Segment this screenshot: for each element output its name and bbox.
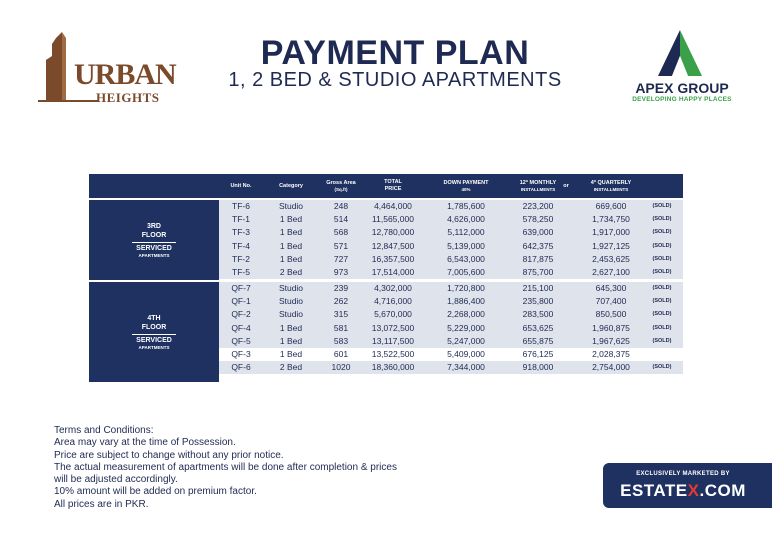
cell-unit: TF-5 — [232, 267, 250, 277]
cell-category: Studio — [278, 309, 304, 320]
cell-category: Studio — [278, 283, 304, 293]
payment-plan-table — [89, 174, 683, 382]
table-row — [219, 295, 683, 308]
terms-and-conditions — [54, 425, 494, 511]
cell-price: 16,357,500 — [371, 253, 415, 264]
header-gross-area: Gross Area (Sq.ft) — [326, 180, 356, 192]
cell-down: 5,229,000 — [447, 322, 485, 333]
cell-unit: TF-3 — [232, 227, 250, 238]
table-header — [89, 174, 683, 198]
estatex-badge-caption: EXCLUSIVELY MARKETED BY — [636, 471, 730, 477]
cell-price: 4,464,000 — [374, 201, 412, 211]
cell-quarterly: 707,400 — [595, 296, 627, 307]
cell-monthly: 283,500 — [522, 309, 554, 320]
cell-unit: QF-5 — [231, 335, 251, 346]
cell-area: 239 — [333, 283, 349, 293]
table-row — [219, 308, 683, 321]
cell-down: 1,720,800 — [447, 283, 485, 293]
cell-price: 12,847,500 — [371, 240, 415, 251]
cell-price: 17,514,000 — [371, 267, 415, 277]
estatex-badge[interactable] — [603, 463, 772, 508]
cell-quarterly: 1,967,625 — [592, 335, 630, 346]
cell-category: 2 Bed — [279, 362, 303, 373]
header-category: Category — [279, 182, 303, 189]
cell-category: 1 Bed — [279, 322, 303, 333]
cell-area: 727 — [333, 253, 349, 264]
cell-unit: TF-6 — [232, 201, 250, 211]
table-row — [219, 240, 683, 253]
urban-heights-logo — [38, 30, 178, 110]
apex-group-tagline: DEVELOPING HAPPY PLACES — [632, 96, 732, 103]
floor-label-4th: 4TH FLOOR SERVICED APARTMENTS — [89, 282, 219, 382]
cell-monthly: 875,700 — [522, 267, 554, 277]
cell-category: 1 Bed — [279, 253, 303, 264]
cell-quarterly: 2,028,375 — [592, 349, 630, 359]
cell-unit: TF-1 — [232, 214, 250, 225]
cell-status: (SOLD) — [652, 203, 672, 209]
cell-area: 1020 — [331, 362, 351, 373]
cell-down: 7,344,000 — [447, 362, 485, 373]
cell-monthly: 655,875 — [522, 335, 554, 346]
cell-unit: QF-3 — [231, 349, 251, 359]
estatex-logo-text: ESTATEX.COM — [620, 481, 746, 500]
table-row — [219, 335, 683, 348]
terms-line: Area may vary at the time of Possession. — [54, 437, 236, 449]
cell-category: 1 Bed — [279, 349, 303, 359]
cell-quarterly: 1,927,125 — [592, 240, 630, 251]
header-down-payment: DOWN PAYMENT 40% — [443, 180, 489, 192]
cell-monthly: 653,625 — [522, 322, 554, 333]
header-or: or — [563, 182, 569, 189]
cell-quarterly: 2,627,100 — [592, 267, 630, 277]
table-row — [219, 282, 683, 295]
cell-quarterly: 669,600 — [595, 201, 627, 211]
header-total-price: TOTAL PRICE — [384, 179, 402, 192]
cell-unit: QF-7 — [231, 283, 251, 293]
cell-area: 583 — [333, 335, 349, 346]
cell-area: 601 — [333, 349, 349, 359]
cell-area: 568 — [333, 227, 349, 238]
cell-down: 6,543,000 — [447, 253, 485, 264]
cell-category: 1 Bed — [279, 240, 303, 251]
cell-quarterly: 850,500 — [595, 309, 627, 320]
cell-down: 1,886,400 — [447, 296, 485, 307]
cell-category: 1 Bed — [279, 335, 303, 346]
cell-price: 5,670,000 — [374, 309, 412, 320]
cell-monthly: 676,125 — [522, 349, 554, 359]
table-row — [219, 213, 683, 226]
terms-line: The actual measurement of apartments will be done after completion & prices — [54, 461, 397, 473]
header-monthly-installments: 12* MONTHLY INSTALLMENTS — [519, 180, 557, 192]
cell-price: 11,565,000 — [372, 214, 414, 225]
terms-line: Price are subject to change without any prior notice. — [54, 449, 284, 461]
cell-monthly: 642,375 — [522, 240, 554, 251]
cell-quarterly: 1,960,875 — [592, 322, 630, 333]
cell-area: 315 — [333, 309, 349, 320]
cell-monthly: 223,200 — [522, 201, 554, 211]
terms-line: will be adjusted accordingly. — [54, 474, 178, 486]
cell-price: 4,302,000 — [374, 283, 412, 293]
header-unit-no: Unit No. — [230, 182, 252, 189]
cell-category: Studio — [278, 296, 304, 307]
cell-category: 1 Bed — [279, 227, 303, 238]
cell-down: 4,626,000 — [447, 214, 485, 225]
cell-unit: QF-2 — [231, 309, 251, 320]
table-row — [219, 361, 683, 374]
cell-category: Studio — [278, 201, 304, 211]
cell-price: 12,780,000 — [371, 227, 415, 238]
urban-logo-text: URBAN — [74, 58, 176, 91]
cell-status: (SOLD) — [652, 285, 672, 291]
cell-price: 13,117,500 — [372, 335, 414, 346]
cell-quarterly: 2,754,000 — [592, 362, 630, 373]
cell-monthly: 639,000 — [522, 227, 554, 238]
table-row — [219, 348, 683, 361]
cell-status: (SOLD) — [652, 216, 672, 223]
floor-label-3rd: 3RD FLOOR SERVICED APARTMENTS — [89, 200, 219, 280]
table-row — [219, 266, 683, 279]
cell-down: 5,247,000 — [447, 335, 485, 346]
cell-unit: TF-2 — [232, 253, 250, 264]
cell-monthly: 215,100 — [522, 283, 554, 293]
heights-logo-text: HEIGHTS — [96, 90, 160, 105]
cell-price: 18,360,000 — [371, 362, 415, 373]
cell-quarterly: 1,734,750 — [592, 214, 630, 225]
table-row — [219, 253, 683, 266]
cell-down: 1,785,600 — [447, 201, 485, 211]
terms-line: 10% amount will be added on premium factor. — [54, 486, 257, 498]
cell-monthly: 578,250 — [522, 214, 554, 225]
cell-unit: TF-4 — [232, 240, 250, 251]
terms-heading: Terms and Conditions: — [54, 425, 154, 436]
cell-quarterly: 2,453,625 — [592, 253, 630, 264]
cell-category: 2 Bed — [279, 267, 303, 277]
cell-monthly: 817,875 — [522, 253, 554, 264]
cell-down: 2,268,000 — [447, 309, 485, 320]
cell-unit: QF-6 — [231, 362, 251, 373]
table-row — [219, 322, 683, 335]
cell-status: (SOLD) — [652, 255, 672, 262]
cell-status: (SOLD) — [652, 269, 672, 275]
page-subtitle: 1, 2 BED & STUDIO APARTMENTS — [228, 69, 562, 91]
cell-category: 1 Bed — [279, 214, 303, 225]
cell-area: 581 — [333, 322, 349, 333]
cell-status: (SOLD) — [652, 364, 672, 371]
cell-area: 514 — [333, 214, 349, 225]
cell-price: 13,072,500 — [371, 322, 415, 333]
apex-group-logo — [620, 30, 740, 110]
cell-status: (SOLD) — [652, 229, 672, 236]
page-title: PAYMENT PLAN — [260, 34, 530, 72]
cell-area: 262 — [333, 296, 349, 307]
cell-status — [643, 348, 681, 361]
cell-quarterly: 1,917,000 — [592, 227, 630, 238]
table-row — [219, 200, 683, 213]
cell-status: (SOLD) — [652, 324, 672, 331]
cell-status: (SOLD) — [652, 242, 672, 249]
apex-group-name: APEX GROUP — [635, 80, 729, 96]
cell-status: (SOLD) — [652, 298, 672, 305]
apex-triangle-icon — [658, 30, 702, 76]
cell-area: 973 — [333, 267, 349, 277]
header-quarterly-installments: 4* QUARTERLY INSTALLMENTS — [590, 180, 632, 192]
table-row — [219, 226, 683, 239]
cell-monthly: 235,800 — [522, 296, 554, 307]
cell-area: 571 — [333, 240, 349, 251]
cell-monthly: 918,000 — [522, 362, 554, 373]
cell-price: 4,716,000 — [374, 296, 412, 307]
cell-down: 5,139,000 — [447, 240, 485, 251]
cell-unit: QF-1 — [231, 296, 251, 307]
cell-quarterly: 645,300 — [595, 283, 627, 293]
cell-down: 5,409,000 — [447, 349, 485, 359]
cell-area: 248 — [333, 201, 349, 211]
cell-status: (SOLD) — [652, 337, 672, 344]
cell-down: 7,005,600 — [447, 267, 485, 277]
terms-line: All prices are in PKR. — [54, 498, 149, 510]
cell-down: 5,112,000 — [447, 227, 485, 238]
cell-unit: QF-4 — [231, 322, 251, 333]
cell-status: (SOLD) — [652, 311, 672, 318]
cell-price: 13,522,500 — [371, 349, 415, 359]
